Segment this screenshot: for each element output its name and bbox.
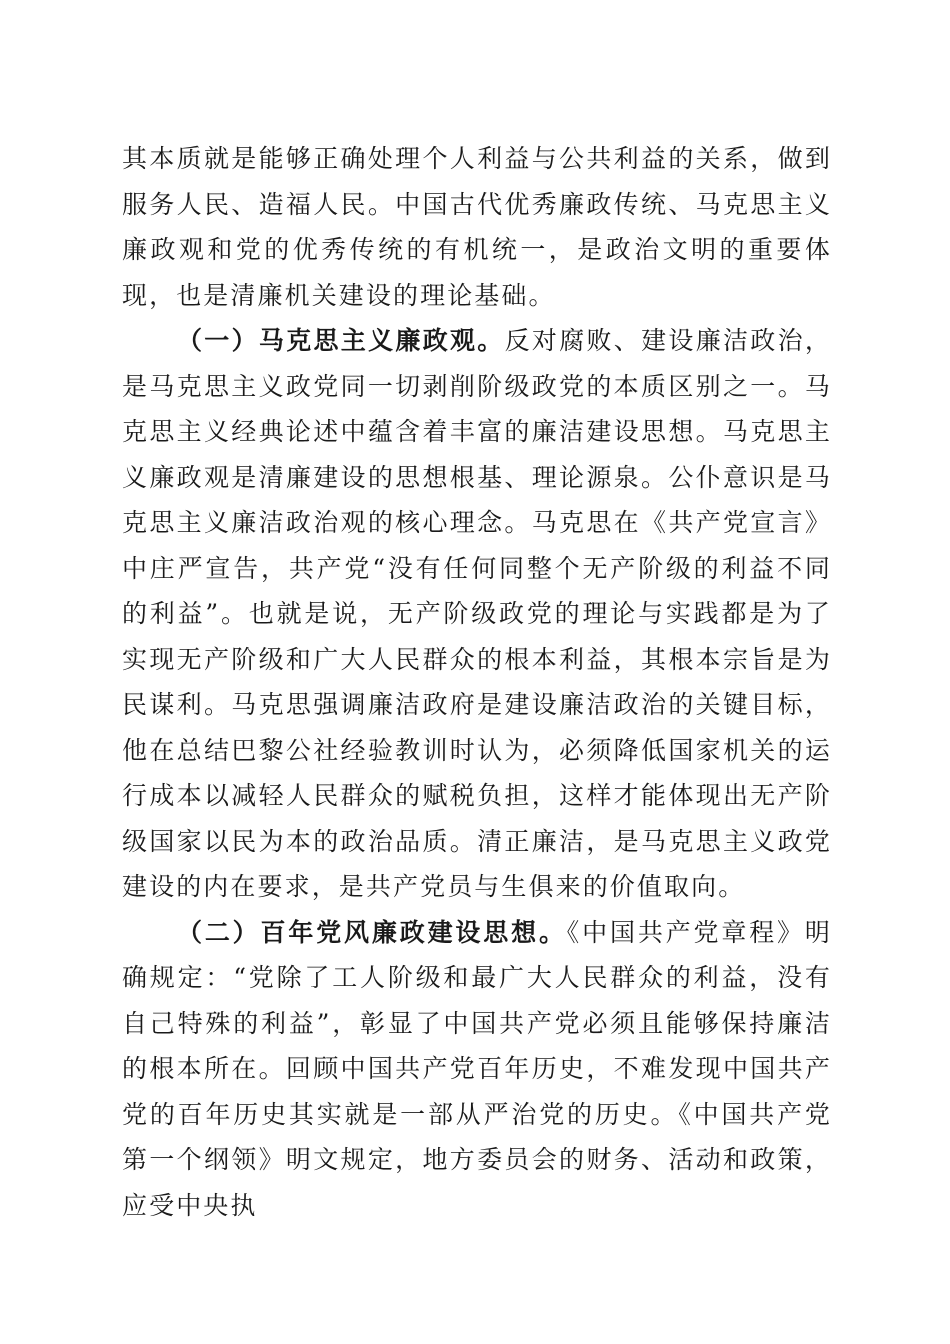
- paragraph-centennial-party-integrity: [122, 910, 832, 1229]
- paragraph-text: 《中国共产党章程》明确规定：“党除了工人阶级和最广大人民群众的利益，没有自己特殊的利益”，彰显了中国共产党必须且能够保持廉洁的根本所在。回顾中国共产党百年历史，不难发现中国共产党的百年历史其实就是一部从严治党的历史。《中国共产党第一个纲领》明文规定，地方委员会的财务、活动和政策，应受中央执: [122, 917, 832, 1220]
- section-heading-1: （一）马克思主义廉政观。: [177, 326, 505, 355]
- paragraph-text: 反对腐败、建设廉洁政治，是马克思主义政党同一切剥削阶级政党的本质区别之一。马克思主义经典论述中蕴含着丰富的廉洁建设思想。马克思主义廉政观是清廉建设的思想根基、理论源泉。公仆意识是马克思主义廉洁政治观的核心理念。马克思在《共产党宣言》中庄严宣告，共产党“没有任何同整个无产阶级的利益不同的利益”。也就是说，无产阶级政党的理论与实践都是为了实现无产阶级和广大人民群众的根本利益，其根本宗旨是为民谋利。马克思强调廉洁政府是建设廉洁政治的关键目标，他在总结巴黎公社经验教训时认为，必须降低国家机关的运行成本以减轻人民群众的赋税负担，这样才能体现出无产阶级国家以民为本的政治品质。清正廉洁，是马克思主义政党建设的内在要求，是共产党员与生俱来的价值取向。: [122, 326, 833, 901]
- document-body: [122, 136, 832, 1228]
- section-heading-2: （二）百年党风廉政建设思想。: [177, 917, 567, 947]
- paragraph-marxist-integrity: [122, 318, 832, 910]
- paragraph-continuation: [122, 136, 832, 318]
- paragraph-text: 其本质就是能够正确处理个人利益与公共利益的关系，做到服务人民、造福人民。中国古代优秀廉政传统、马克思主义廉政观和党的优秀传统的有机统一，是政治文明的重要体现，也是清廉机关建设的理论基础。: [122, 144, 832, 310]
